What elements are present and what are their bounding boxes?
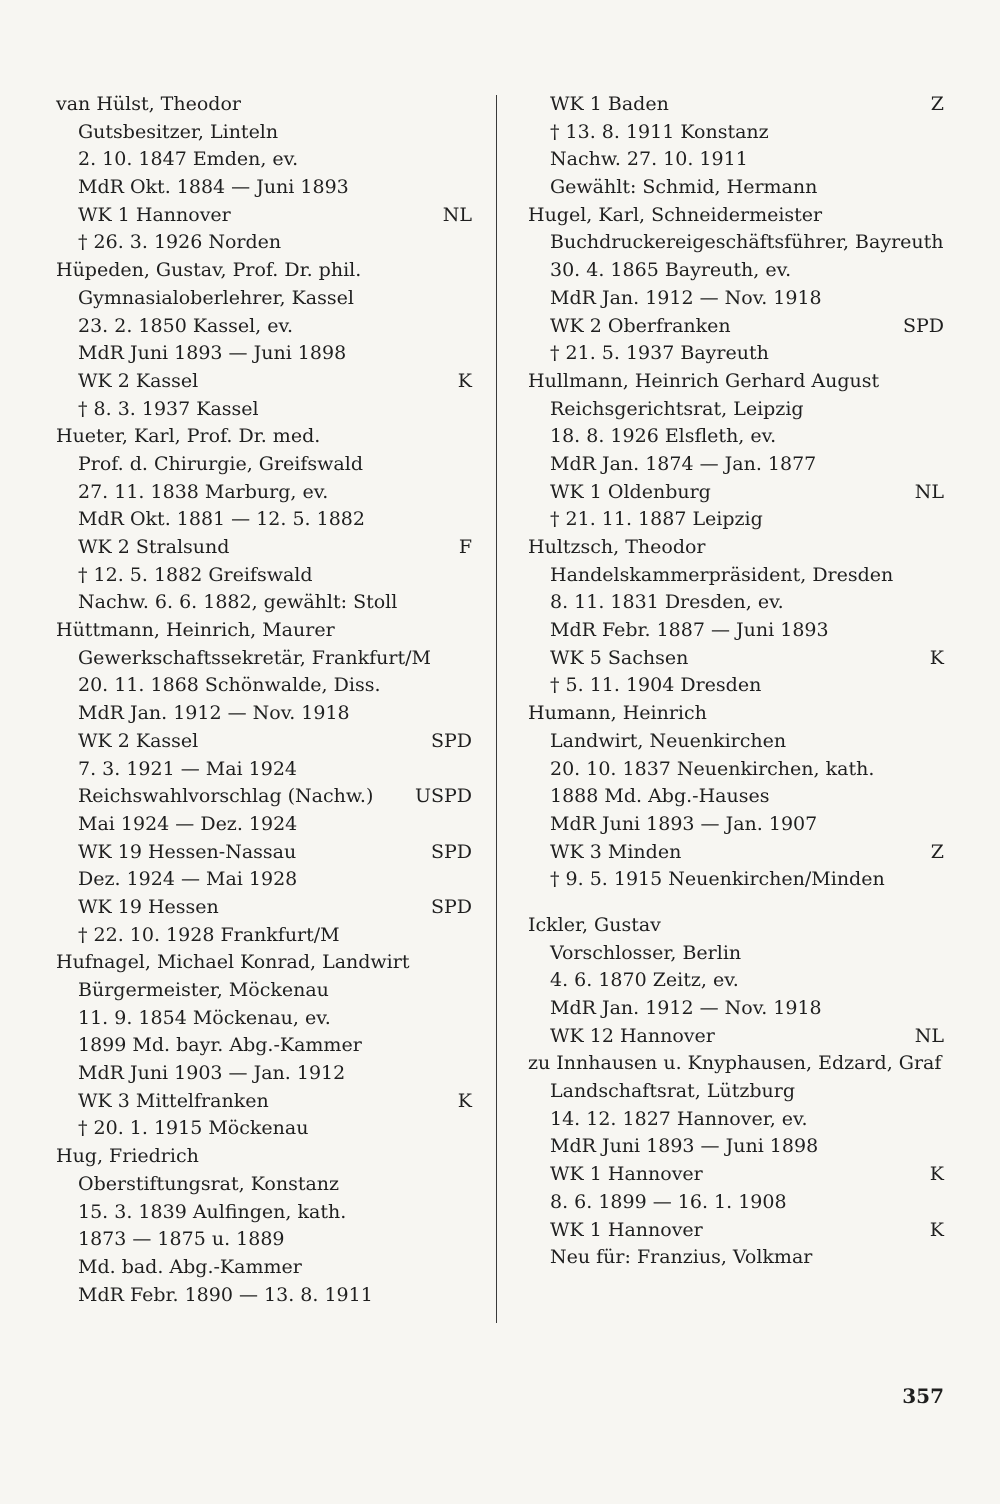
- entry-detail: 20. 10. 1837 Neuenkirchen, kath.: [550, 757, 875, 780]
- entry-detail: 2. 10. 1847 Emden, ev.: [78, 148, 299, 171]
- entry-detail-line: [528, 91, 944, 119]
- party-affiliation: K: [929, 646, 944, 669]
- entry-name-line: [528, 1050, 944, 1078]
- right-column: [528, 91, 944, 1272]
- entry-detail: MdR Febr. 1890 — 13. 8. 1911: [78, 1283, 373, 1306]
- entry-name-line: [56, 423, 472, 451]
- entry-detail: WK 2 Kassel: [78, 369, 199, 392]
- entry-detail: MdR Febr. 1887 — Juni 1893: [550, 619, 829, 642]
- entry-detail-line: [528, 396, 944, 424]
- entry-detail: 1899 Md. bayr. Abg.-Kammer: [78, 1034, 362, 1057]
- entry-detail-line: [528, 1161, 944, 1189]
- entry-detail: MdR Jan. 1912 — Nov. 1918: [78, 702, 350, 725]
- entry-detail-line: [528, 811, 944, 839]
- entry-detail-line: [528, 617, 944, 645]
- column-divider: [496, 95, 497, 1323]
- entry-detail-line: [56, 313, 472, 341]
- entry-detail-line: [528, 589, 944, 617]
- entry-detail: Gymnasialoberlehrer, Kassel: [78, 286, 354, 309]
- entry-detail-line: [528, 995, 944, 1023]
- entry-detail: Md. bad. Abg.-Kammer: [78, 1255, 302, 1278]
- entry-detail: † 20. 1. 1915 Möckenau: [78, 1117, 309, 1140]
- entry-detail: 27. 11. 1838 Marburg, ev.: [78, 480, 329, 503]
- entry-detail: Landschaftsrat, Lützburg: [550, 1080, 795, 1103]
- party-affiliation: F: [458, 536, 472, 558]
- entry-detail-line: [56, 1005, 472, 1033]
- party-affiliation: NL: [914, 480, 944, 503]
- party-affiliation: SPD: [430, 895, 472, 918]
- entry-detail: MdR Juni 1893 — Jan. 1907: [550, 812, 818, 835]
- entry-detail-line: [56, 1032, 472, 1060]
- entry-name-line: [528, 202, 944, 230]
- entry-detail: WK 3 Minden: [550, 840, 682, 863]
- entry-detail-line: [528, 783, 944, 811]
- entry-detail-line: [56, 700, 472, 728]
- party-affiliation: NL: [442, 203, 472, 226]
- entry-name: Ickler, Gustav: [528, 913, 661, 936]
- entry-detail: Nachw. 6. 6. 1882, gewählt: Stoll: [78, 591, 398, 614]
- entry-detail: Neu für: Franzius, Volkmar: [550, 1246, 813, 1269]
- entry-detail-line: [56, 229, 472, 257]
- entry-detail: † 9. 5. 1915 Neuenkirchen/Minden: [550, 868, 885, 891]
- entry-detail: 1888 Md. Abg.-Hauses: [550, 785, 770, 808]
- entry-detail: WK 1 Hannover: [550, 1218, 703, 1241]
- entry-detail: WK 5 Sachsen: [550, 646, 689, 669]
- entry-detail: Nachw. 27. 10. 1911: [550, 148, 748, 171]
- party-affiliation: K: [457, 1089, 472, 1112]
- entry-detail-line: [56, 866, 472, 894]
- entry-detail: Buchdruckereigeschäftsführer, Bayreuth: [550, 231, 944, 254]
- entry-detail-line: [528, 119, 944, 147]
- entry-detail-line: [56, 894, 472, 922]
- entry-detail-line: [56, 202, 472, 230]
- entry-detail: Mai 1924 — Dez. 1924: [78, 812, 298, 835]
- entry-detail-line: [56, 174, 472, 202]
- entry-detail-line: [56, 396, 472, 424]
- entry-detail-line: [56, 285, 472, 313]
- entry-detail: Reichswahlvorschlag (Nachw.): [78, 785, 374, 808]
- entry-detail: † 8. 3. 1937 Kassel: [78, 397, 259, 420]
- entry-detail-line: [528, 756, 944, 784]
- entry-name: zu Innhausen u. Knyphausen, Edzard, Graf: [528, 1052, 942, 1075]
- entry-detail-line: [56, 1199, 472, 1227]
- entry-name: Humann, Heinrich: [528, 702, 707, 725]
- entry-detail-line: [56, 119, 472, 147]
- entry-detail-line: [528, 285, 944, 313]
- entry-detail-line: [56, 1226, 472, 1254]
- entry-detail-line: [56, 783, 472, 811]
- entry-detail: Gutsbesitzer, Linteln: [78, 120, 279, 143]
- entry-detail-line: [528, 451, 944, 479]
- entry-detail-line: [528, 562, 944, 590]
- entry-name-line: [528, 534, 944, 562]
- entry-detail-line: [56, 756, 472, 784]
- entry-detail: WK 1 Hannover: [78, 203, 231, 226]
- biography-entry: [56, 949, 472, 1143]
- entry-detail-line: [528, 940, 944, 968]
- entry-detail-line: [56, 589, 472, 617]
- left-column: [56, 91, 472, 1309]
- entry-detail-line: [528, 174, 944, 202]
- entry-detail-line: [56, 839, 472, 867]
- entry-name-line: [528, 912, 944, 940]
- entry-name-line: [56, 91, 472, 119]
- entry-detail-line: [56, 672, 472, 700]
- entry-detail-line: [528, 1244, 944, 1272]
- entry-detail: Prof. d. Chirurgie, Greifswald: [78, 452, 363, 475]
- entry-detail: MdR Jan. 1912 — Nov. 1918: [550, 286, 822, 309]
- entry-name: Hüttmann, Heinrich, Maurer: [56, 619, 335, 642]
- party-affiliation: SPD: [902, 314, 944, 337]
- entry-detail-line: [528, 257, 944, 285]
- entry-detail-line: [56, 1088, 472, 1116]
- party-affiliation: K: [929, 1163, 944, 1186]
- entry-detail: Bürgermeister, Möckenau: [78, 979, 329, 1001]
- entry-detail-line: [528, 866, 944, 894]
- biography-entry: [528, 368, 944, 534]
- entry-detail: † 22. 10. 1928 Frankfurt/M: [78, 923, 340, 946]
- entry-detail: MdR Okt. 1881 — 12. 5. 1882: [78, 508, 365, 531]
- entry-name-line: [56, 257, 472, 285]
- entry-name: Hug, Friedrich: [56, 1145, 199, 1168]
- entry-name: Hueter, Karl, Prof. Dr. med.: [56, 425, 321, 448]
- entry-detail: 8. 6. 1899 — 16. 1. 1908: [550, 1190, 787, 1213]
- entry-detail-line: [56, 1060, 472, 1088]
- entry-detail-line: [56, 1115, 472, 1143]
- entry-detail-line: [56, 977, 472, 1005]
- entry-detail-line: [528, 645, 944, 673]
- entry-detail-line: [528, 340, 944, 368]
- entry-detail: 20. 11. 1868 Schönwalde, Diss.: [78, 674, 381, 697]
- entry-detail: WK 12 Hannover: [550, 1024, 715, 1047]
- biography-entry: [56, 423, 472, 617]
- entry-detail-line: [56, 1254, 472, 1282]
- entry-name: Hultzsch, Theodor: [528, 536, 706, 558]
- entry-detail: † 12. 5. 1882 Greifswald: [78, 563, 313, 586]
- biography-entry: [56, 617, 472, 949]
- entry-detail-line: [56, 1282, 472, 1310]
- entry-gap: [528, 894, 944, 912]
- entry-name: Hüpeden, Gustav, Prof. Dr. phil.: [56, 259, 362, 282]
- party-affiliation: USPD: [414, 785, 472, 808]
- entry-name: Hufnagel, Michael Konrad, Landwirt: [56, 951, 410, 974]
- entry-detail: 14. 12. 1827 Hannover, ev.: [550, 1107, 808, 1130]
- biography-entry: [56, 257, 472, 423]
- biography-entry: [528, 202, 944, 368]
- entry-name: van Hülst, Theodor: [56, 93, 241, 115]
- party-affiliation: NL: [914, 1024, 944, 1047]
- entry-detail-line: [56, 146, 472, 174]
- entry-detail: Vorschlosser, Berlin: [550, 941, 742, 964]
- entry-detail-line: [56, 562, 472, 590]
- entry-name-line: [528, 368, 944, 396]
- party-affiliation: K: [457, 369, 472, 392]
- entry-detail-line: [528, 672, 944, 700]
- entry-detail-line: [528, 506, 944, 534]
- entry-name-line: [56, 949, 472, 977]
- party-affiliation: K: [929, 1218, 944, 1241]
- entry-detail: Reichsgerichtsrat, Leipzig: [550, 397, 804, 420]
- entry-detail: WK 19 Hessen: [78, 895, 219, 918]
- entry-detail-line: [56, 922, 472, 950]
- biography-entry: [528, 1050, 944, 1272]
- entry-detail: MdR Juni 1893 — Juni 1898: [78, 342, 347, 365]
- entry-detail: MdR Jan. 1912 — Nov. 1918: [550, 997, 822, 1019]
- entry-detail: Dez. 1924 — Mai 1928: [78, 868, 298, 891]
- entry-detail: 7. 3. 1921 — Mai 1924: [78, 757, 298, 780]
- entry-detail: 1873 — 1875 u. 1889: [78, 1228, 285, 1251]
- entry-detail-line: [528, 479, 944, 507]
- entry-detail: † 26. 3. 1926 Norden: [78, 231, 282, 254]
- entry-name-line: [528, 700, 944, 728]
- entry-detail-line: [56, 451, 472, 479]
- entry-detail-line: [56, 645, 472, 673]
- entry-detail: WK 19 Hessen-Nassau: [78, 840, 297, 863]
- entry-detail-line: [56, 340, 472, 368]
- entry-detail: 30. 4. 1865 Bayreuth, ev.: [550, 259, 792, 282]
- entry-detail: 15. 3. 1839 Aulfingen, kath.: [78, 1200, 347, 1223]
- biography-entry: [56, 1143, 472, 1309]
- entry-detail: MdR Juni 1903 — Jan. 1912: [78, 1062, 346, 1085]
- entry-detail: Gewerkschaftssekretär, Frankfurt/M: [78, 646, 431, 669]
- entry-detail-line: [56, 811, 472, 839]
- entry-detail: 4. 6. 1870 Zeitz, ev.: [550, 969, 739, 992]
- entry-detail: Handelskammerpräsident, Dresden: [550, 563, 894, 586]
- biography-entry: [528, 91, 944, 202]
- entry-detail: Oberstiftungsrat, Konstanz: [78, 1172, 340, 1195]
- entry-detail: WK 1 Oldenburg: [550, 480, 711, 503]
- entry-detail: † 5. 11. 1904 Dresden: [550, 674, 762, 697]
- entry-detail: WK 3 Mittelfranken: [78, 1089, 269, 1112]
- entry-detail-line: [528, 1189, 944, 1217]
- entry-detail: WK 2 Stralsund: [78, 536, 230, 558]
- entry-detail-line: [528, 967, 944, 995]
- entry-detail: WK 1 Baden: [550, 93, 669, 115]
- entry-detail-line: [528, 839, 944, 867]
- entry-detail: † 13. 8. 1911 Konstanz: [550, 120, 769, 143]
- entry-detail: MdR Jan. 1874 — Jan. 1877: [550, 452, 817, 475]
- biography-entry: [528, 912, 944, 1050]
- entry-detail: 11. 9. 1854 Möckenau, ev.: [78, 1006, 331, 1029]
- party-affiliation: SPD: [430, 729, 472, 752]
- entry-name: Hugel, Karl, Schneidermeister: [528, 203, 823, 226]
- party-affiliation: SPD: [430, 840, 472, 863]
- entry-name-line: [56, 617, 472, 645]
- entry-detail-line: [56, 1171, 472, 1199]
- party-affiliation: Z: [930, 93, 944, 115]
- biography-entry: [528, 700, 944, 894]
- page-number: 357: [902, 1384, 944, 1408]
- entry-detail: † 21. 11. 1887 Leipzig: [550, 508, 763, 531]
- entry-detail: Landwirt, Neuenkirchen: [550, 729, 787, 752]
- entry-name-line: [56, 1143, 472, 1171]
- entry-detail-line: [528, 229, 944, 257]
- entry-detail-line: [56, 368, 472, 396]
- party-affiliation: Z: [930, 840, 944, 863]
- entry-detail-line: [56, 728, 472, 756]
- entry-detail: WK 2 Oberfranken: [550, 314, 731, 337]
- entry-detail-line: [528, 1133, 944, 1161]
- entry-detail-line: [528, 1078, 944, 1106]
- entry-detail: WK 2 Kassel: [78, 729, 199, 752]
- entry-detail: MdR Juni 1893 — Juni 1898: [550, 1135, 819, 1158]
- entry-detail-line: [56, 506, 472, 534]
- entry-detail-line: [56, 479, 472, 507]
- entry-detail-line: [528, 1217, 944, 1245]
- entry-detail-line: [528, 423, 944, 451]
- entry-detail: Gewählt: Schmid, Hermann: [550, 176, 818, 199]
- biography-entry: [56, 91, 472, 257]
- entry-detail: 18. 8. 1926 Elsfleth, ev.: [550, 425, 777, 448]
- entry-detail-line: [528, 1023, 944, 1051]
- entry-detail: 23. 2. 1850 Kassel, ev.: [78, 314, 294, 337]
- entry-detail: WK 1 Hannover: [550, 1163, 703, 1186]
- entry-detail-line: [528, 728, 944, 756]
- entry-detail-line: [528, 146, 944, 174]
- biography-entry: [528, 534, 944, 700]
- entry-detail: 8. 11. 1831 Dresden, ev.: [550, 591, 784, 614]
- entry-name: Hullmann, Heinrich Gerhard August: [528, 369, 880, 392]
- entry-detail: MdR Okt. 1884 — Juni 1893: [78, 176, 349, 199]
- entry-detail-line: [528, 313, 944, 341]
- entry-detail-line: [56, 534, 472, 562]
- entry-detail: † 21. 5. 1937 Bayreuth: [550, 342, 769, 365]
- entry-detail-line: [528, 1106, 944, 1134]
